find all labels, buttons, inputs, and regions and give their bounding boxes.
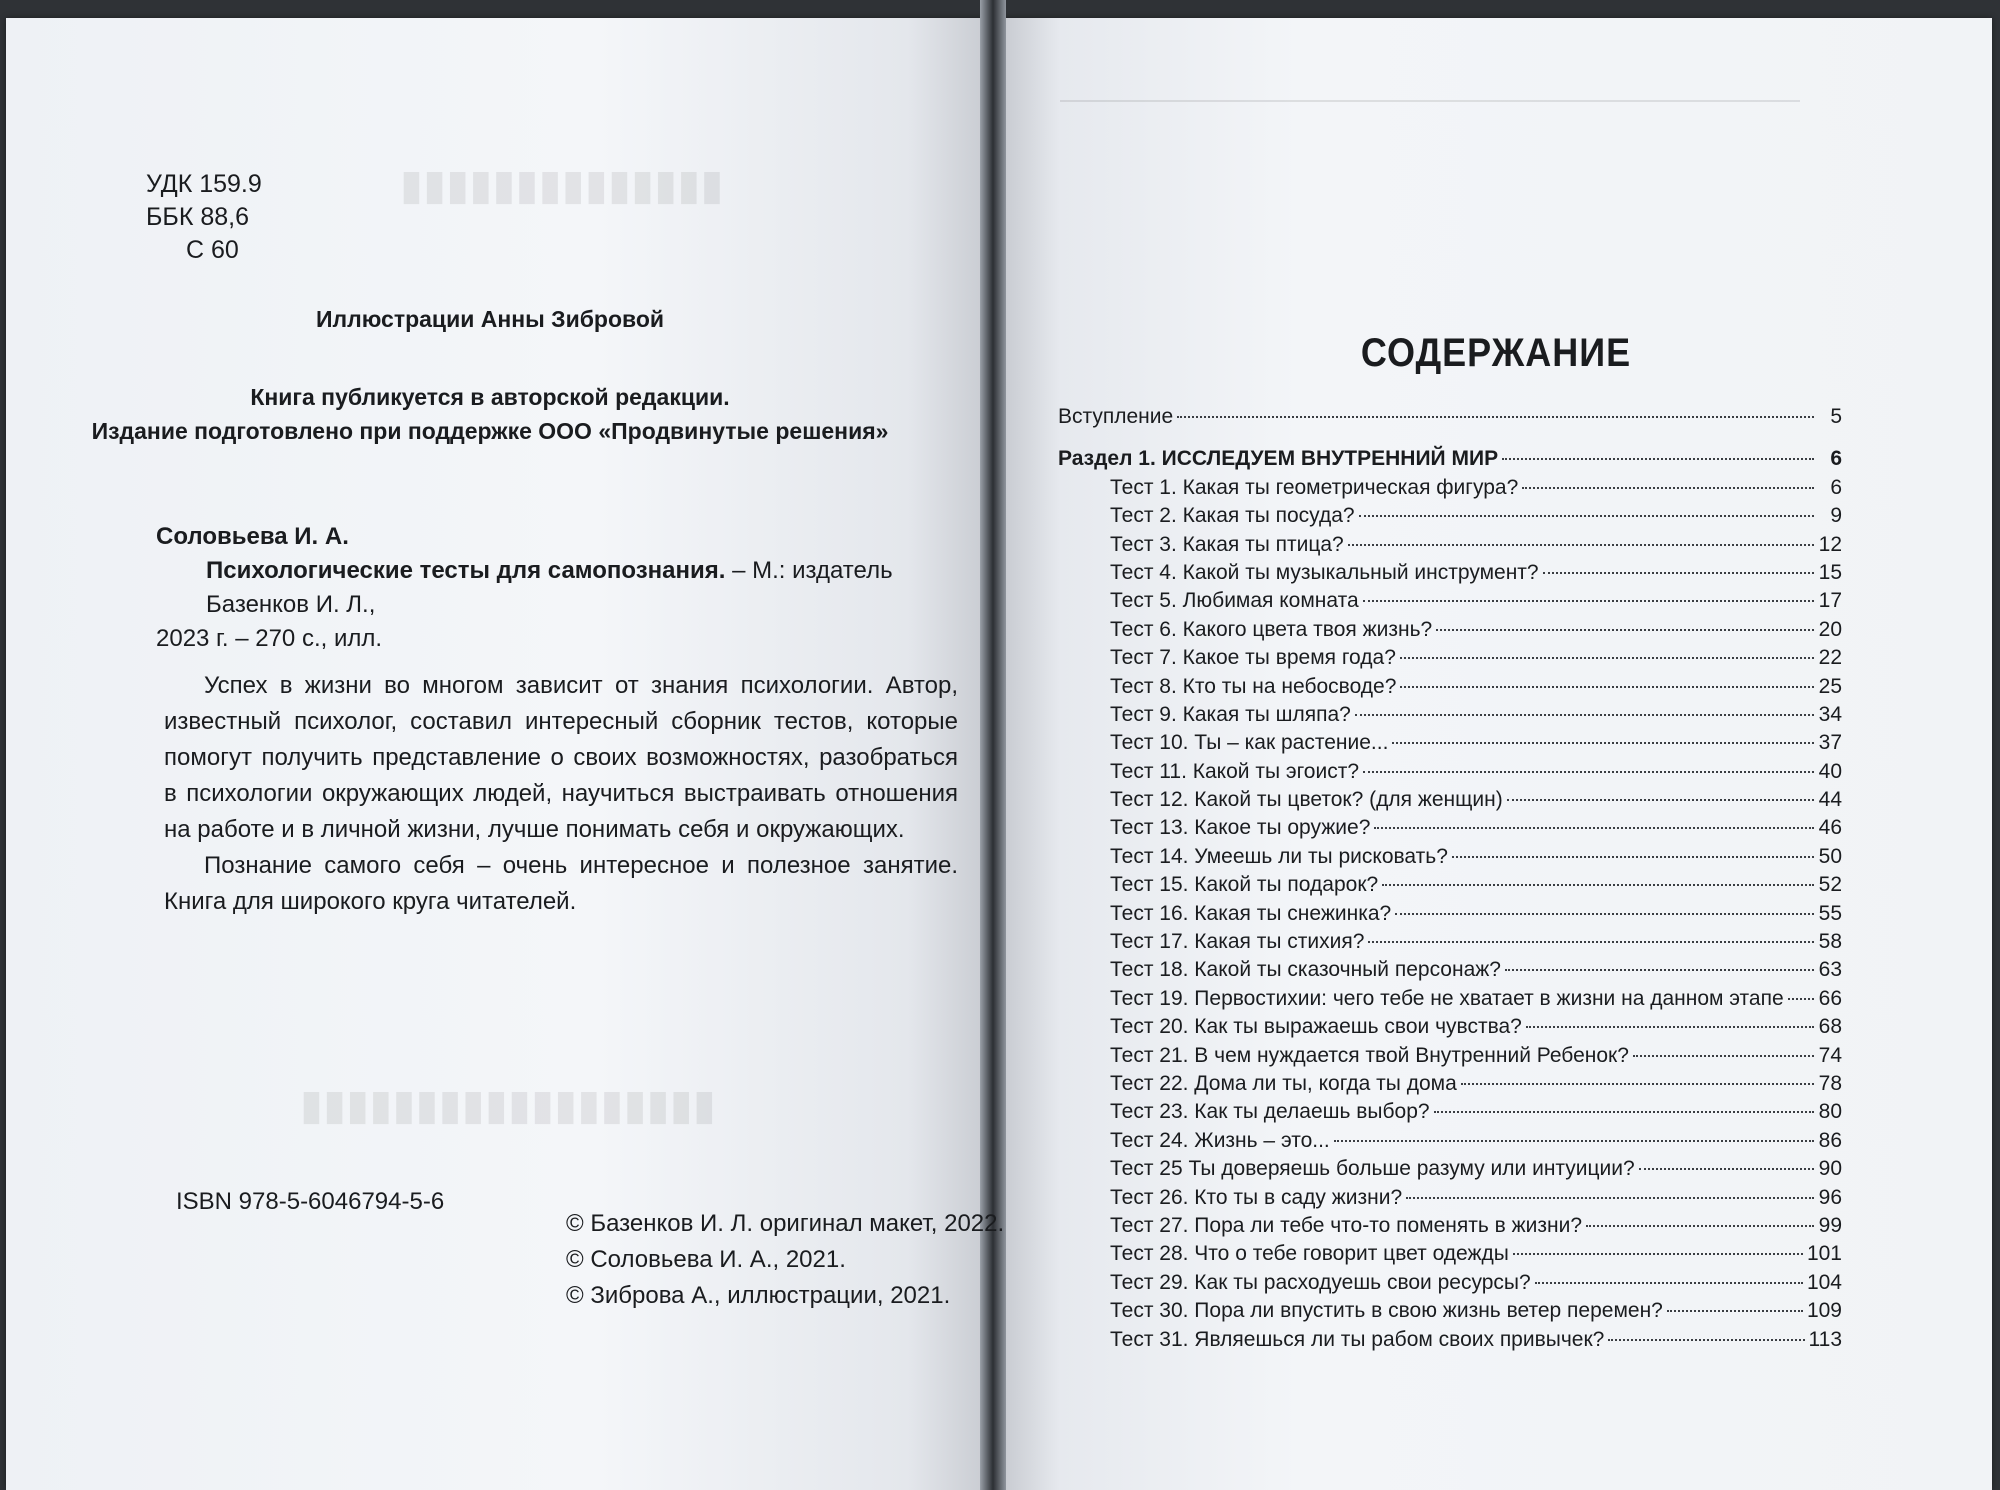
toc-entry-row — [1058, 1070, 1842, 1098]
toc-leader-dots — [1535, 1282, 1803, 1284]
toc-leader-dots — [1522, 487, 1814, 489]
toc-page-number: 68 — [1818, 1015, 1842, 1039]
toc-leader-dots — [1400, 657, 1814, 659]
toc-leader-dots — [1374, 827, 1814, 829]
toc-entry-label: Тест 24. Жизнь – это... — [1110, 1128, 1330, 1152]
toc-entry-row — [1058, 814, 1842, 842]
bleed-through-rule — [1060, 100, 1800, 102]
toc-page-number: 9 — [1830, 504, 1842, 528]
toc-entry-row — [1058, 1155, 1842, 1183]
toc-entry-label: Тест 27. Пора ли тебе что-то поменять в жизни? — [1110, 1213, 1583, 1237]
toc-entry-row — [1058, 474, 1842, 502]
toc-leader-dots — [1434, 1111, 1814, 1113]
bibliographic-line — [156, 554, 956, 622]
toc-entry-row — [1058, 928, 1842, 956]
udk-code: УДК 159.9 — [146, 170, 262, 198]
toc-leader-dots — [1348, 544, 1814, 546]
toc-page-number: 34 — [1818, 702, 1842, 726]
toc-entry-row — [1058, 531, 1842, 559]
toc-leader-dots — [1382, 884, 1814, 886]
toc-leader-dots — [1461, 1083, 1814, 1085]
toc-entry-row — [1058, 587, 1842, 615]
toc-page-number: 6 — [1830, 475, 1842, 499]
toc-page-number: 96 — [1818, 1185, 1842, 1209]
toc-entry-row — [1058, 644, 1842, 672]
toc-page-number: 104 — [1806, 1270, 1842, 1294]
toc-entry-label: Тест 11. Какой ты эгоист? — [1110, 759, 1359, 783]
toc-entry-row — [1058, 843, 1842, 871]
toc-entry-label: Тест 9. Какая ты шляпа? — [1110, 702, 1351, 726]
toc-entry-label: Тест 23. Как ты делаешь выбор? — [1110, 1100, 1430, 1124]
toc-page-number: 99 — [1818, 1213, 1842, 1237]
toc-entry-label: Раздел 1. ИССЛЕДУЕМ ВНУТРЕННИЙ МИР — [1058, 447, 1499, 471]
toc-entry-label: Тест 12. Какой ты цветок? (для женщин) — [1110, 788, 1503, 812]
toc-page-number: 22 — [1818, 646, 1842, 670]
publication-notes — [0, 380, 980, 448]
toc-page-number: 17 — [1818, 589, 1842, 613]
toc-entry-label: Тест 26. Кто ты в саду жизни? — [1110, 1185, 1403, 1209]
annotation — [164, 668, 958, 920]
toc-entry-row — [1058, 1240, 1842, 1268]
toc-entry-label: Тест 14. Умеешь ли ты рисковать? — [1110, 844, 1448, 868]
toc-entry-label: Тест 19. Первостихии: чего тебе не хватает в жизни на данном этапе — [1110, 986, 1784, 1010]
toc-page-number: 40 — [1818, 759, 1842, 783]
toc-entry-row — [1058, 673, 1842, 701]
toc-entry-label: Тест 22. Дома ли ты, когда ты дома — [1110, 1071, 1457, 1095]
toc-entry-row — [1058, 1098, 1842, 1126]
toc-entry-label: Тест 13. Какое ты оружие? — [1110, 816, 1371, 840]
toc-leader-dots — [1406, 1197, 1814, 1199]
toc-page-number: 58 — [1818, 930, 1842, 954]
annotation-paragraph: Познание самого себя – очень интересное и полезное занятие. Книга для широкого круга читателей. — [164, 852, 958, 915]
toc-page-number: 101 — [1806, 1242, 1842, 1266]
toc-page-number: 109 — [1806, 1299, 1842, 1323]
copyright-block — [566, 1206, 1004, 1314]
bleed-through-shadow: ▮▮▮▮▮▮▮▮▮▮▮▮▮▮▮▮▮▮ — [300, 1081, 717, 1128]
toc-entry-row — [1058, 956, 1842, 984]
toc-entry-row — [1058, 502, 1842, 530]
illustrations-credit: Иллюстрации Анны Зибровой — [315, 306, 665, 332]
toc-leader-dots — [1526, 1026, 1814, 1028]
toc-entry-label: Тест 30. Пора ли впустить в свою жизнь ветер перемен? — [1110, 1299, 1663, 1323]
toc-leader-dots — [1639, 1168, 1814, 1170]
toc-page-number: 37 — [1818, 731, 1842, 755]
toc-entry-label: Тест 15. Какой ты подарок? — [1110, 873, 1379, 897]
toc-page-number: 74 — [1818, 1043, 1842, 1067]
toc-entry-row — [1058, 729, 1842, 757]
toc-leader-dots — [1667, 1310, 1803, 1312]
toc-entry-row — [1058, 985, 1842, 1013]
toc-leader-dots — [1505, 969, 1814, 971]
toc-leader-dots — [1334, 1140, 1814, 1142]
toc-leader-dots — [1392, 742, 1814, 744]
toc-leader-dots — [1502, 458, 1814, 460]
toc-entry-label: Вступление — [1058, 405, 1174, 428]
publication-note: Книга публикуется в авторской редакции. — [250, 384, 730, 410]
toc-page-number: 12 — [1818, 532, 1842, 556]
toc-page-number: 15 — [1818, 560, 1842, 584]
toc-leader-dots — [1543, 572, 1814, 574]
toc-page-number: 6 — [1830, 447, 1842, 471]
toc-leader-dots — [1355, 714, 1814, 716]
imprint-details: 2023 г. – 270 с., илл. — [156, 625, 383, 652]
toc-leader-dots — [1400, 686, 1814, 688]
toc-entry-row — [1058, 1184, 1842, 1212]
toc-entry-row — [1058, 1297, 1842, 1325]
imprint: – М.: издатель Базенков И. Л., — [206, 557, 893, 618]
toc-page-number: 90 — [1818, 1157, 1842, 1181]
toc-page-number: 46 — [1818, 816, 1842, 840]
toc-entry-row — [1058, 1013, 1842, 1041]
toc-entry-row — [1058, 1127, 1842, 1155]
bibliographic-record — [156, 520, 956, 656]
toc-leader-dots — [1452, 856, 1814, 858]
toc-entry-label: Тест 16. Какая ты снежинка? — [1110, 901, 1392, 925]
toc-leader-dots — [1359, 515, 1814, 517]
toc-entry-label: Тест 18. Какой ты сказочный персонаж? — [1110, 958, 1501, 982]
toc-leader-dots — [1586, 1225, 1814, 1227]
toc-leader-dots — [1363, 771, 1814, 773]
toc-page-number: 44 — [1818, 788, 1842, 812]
toc-leader-dots — [1788, 998, 1814, 1000]
toc-entry-label: Тест 21. В чем нуждается твой Внутренний Ребенок? — [1110, 1043, 1629, 1067]
copyright-line: © Базенков И. Л. оригинал макет, 2022. — [566, 1210, 1005, 1237]
toc-entry-row — [1058, 701, 1842, 729]
toc-entry-label: Тест 20. Как ты выражаешь свои чувства? — [1110, 1015, 1522, 1039]
toc-title: СОДЕРЖАНИЕ — [1360, 329, 1632, 375]
author-name: Соловьева И. А. — [156, 523, 349, 550]
toc-entry-label: Тест 5. Любимая комната — [1110, 589, 1359, 613]
toc-entry-label: Тест 31. Являешься ли ты рабом своих привычек? — [1110, 1327, 1605, 1351]
book-title: Психологические тесты для самопознания. — [206, 557, 726, 584]
copyright-line: © Соловьева И. А., 2021. — [566, 1246, 846, 1273]
toc-entry-row — [1058, 616, 1842, 644]
toc-entry-label: Тест 17. Какая ты стихия? — [1110, 930, 1365, 954]
toc-section-row — [1058, 445, 1842, 473]
toc-entry-row — [1058, 559, 1842, 587]
toc-leader-dots — [1513, 1253, 1803, 1255]
toc-page-number: 5 — [1830, 405, 1842, 428]
toc-entry-label: Тест 29. Как ты расходуешь свои ресурсы? — [1110, 1270, 1531, 1294]
toc-leader-dots — [1633, 1055, 1814, 1057]
toc-entry-label: Тест 1. Какая ты геометрическая фигура? — [1110, 475, 1519, 499]
copyright-line: © Зиброва А., иллюстрации, 2021. — [566, 1282, 951, 1309]
toc-page-number: 86 — [1818, 1128, 1842, 1152]
toc-entry-row — [1058, 758, 1842, 786]
toc-entry-row — [1058, 871, 1842, 899]
toc-entry-row — [1058, 1326, 1842, 1354]
annotation-paragraph: Успех в жизни во многом зависит от знания психологии. Автор, известный психолог, составил интересный сборник тестов, которые помогут получить представление о своих возможностях, разобраться в психологии окружающих людей, научиться выстраивать отношения на работе и в личной жизни, лучше понимать себя и окружающих. — [164, 672, 958, 843]
toc-entry-label: Тест 25 Ты доверяешь больше разуму или интуиции? — [1110, 1157, 1635, 1181]
toc-entry-label: Тест 7. Какое ты время года? — [1110, 646, 1396, 670]
toc-page-number: 52 — [1818, 873, 1842, 897]
toc-page-number: 66 — [1818, 986, 1842, 1010]
toc-entry-label: Тест 10. Ты – как растение... — [1110, 731, 1389, 755]
toc-page-number: 20 — [1818, 617, 1842, 641]
isbn: ISBN 978-5-6046794-5-6 — [176, 1188, 445, 1215]
toc-entry-row — [1058, 1042, 1842, 1070]
toc-entry-row — [1058, 403, 1842, 431]
toc-entry-label: Тест 2. Какая ты посуда? — [1110, 504, 1355, 528]
toc-page-number: 55 — [1818, 901, 1842, 925]
toc-entry-label: Тест 8. Кто ты на небосводе? — [1110, 674, 1397, 698]
publication-note: Издание подготовлено при поддержке ООО «Продвинутые решения» — [91, 418, 889, 444]
toc-page-number: 80 — [1818, 1100, 1842, 1124]
toc-entry-row — [1058, 900, 1842, 928]
toc-entry-label: Тест 4. Какой ты музыкальный инструмент? — [1110, 560, 1539, 584]
toc-entry-label: Тест 6. Какого цвета твоя жизнь? — [1110, 617, 1433, 641]
toc-entry-label: Тест 28. Что о тебе говорит цвет одежды — [1110, 1242, 1509, 1266]
toc-entry-row — [1058, 1269, 1842, 1297]
toc-leader-dots — [1608, 1339, 1804, 1341]
toc-entry-row — [1058, 1212, 1842, 1240]
bbk-code: ББК 88,6 — [146, 203, 249, 231]
toc-page-number: 63 — [1818, 958, 1842, 982]
author-sign-code: С 60 — [186, 236, 239, 264]
classification-codes — [146, 168, 262, 267]
toc-leader-dots — [1395, 913, 1814, 915]
toc-leader-dots — [1436, 629, 1814, 631]
toc-entry-label: Тест 3. Какая ты птица? — [1110, 532, 1344, 556]
toc-leader-dots — [1363, 600, 1814, 602]
toc-page-number: 50 — [1818, 844, 1842, 868]
toc-leader-dots — [1507, 799, 1814, 801]
bleed-through-shadow: ▮▮▮▮▮▮▮▮▮▮▮▮▮▮ — [400, 161, 724, 208]
toc-page-number: 113 — [1808, 1327, 1842, 1351]
toc-entry-row — [1058, 786, 1842, 814]
table-of-contents — [1058, 403, 1842, 1354]
toc-leader-dots — [1177, 416, 1814, 418]
toc-leader-dots — [1368, 941, 1814, 943]
toc-page-number: 25 — [1818, 674, 1842, 698]
toc-page-number: 78 — [1818, 1071, 1842, 1095]
